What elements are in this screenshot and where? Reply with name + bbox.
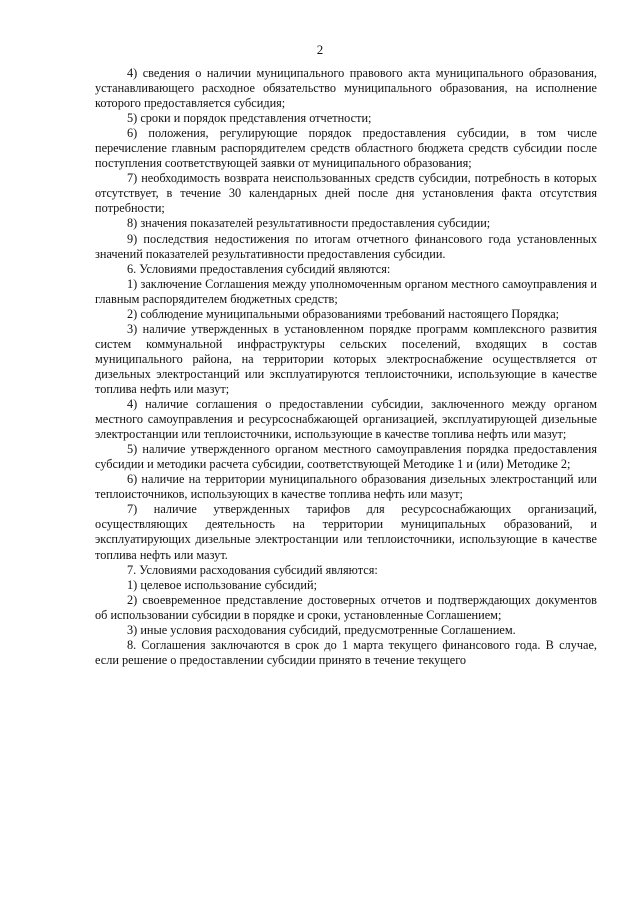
paragraph: 2) своевременное представление достоверных отчетов и подтверждающих документов об использовании субсидии в порядке и сроки, установленные Соглашением;: [95, 592, 597, 622]
paragraph: 3) иные условия расходования субсидий, предусмотренные Соглашением.: [127, 622, 516, 637]
paragraph: 5) наличие утвержденного органом местного самоуправления порядка предоставления субсидии и методики расчета субсидии, соответствующей Методике 1 и (или) Методике 2;: [95, 442, 597, 472]
paragraph: 8) значения показателей результативности предоставления субсидии;: [127, 216, 491, 231]
paragraph: 1) целевое использование субсидий;: [127, 577, 317, 592]
page-number: 2: [316, 42, 324, 57]
paragraph: 8. Соглашения заключаются в срок до 1 марта текущего финансового года. В случае, если решение о предоставлении субсидии принято в течение текущего: [95, 637, 597, 667]
paragraph: 7. Условиями расходования субсидий являются:: [127, 562, 378, 577]
paragraph: 5) сроки и порядок представления отчетности;: [127, 111, 372, 126]
paragraph: 6) положения, регулирующие порядок предоставления субсидии, в том числе перечисление главным распорядителем средств областного бюджета средств субсидии после поступления соответствующей заявки от муниципального образования;: [95, 126, 597, 171]
paragraph: 4) наличие соглашения о предоставлении субсидии, заключенного между органом местного самоуправления и ресурсоснабжающей организацией, эксплуатирующей дизельные электростанции или теплоисточники, использующие в качестве топлива нефть или мазут;: [95, 397, 597, 442]
paragraph: 9) последствия недостижения по итогам отчетного финансового года установленных значений показателей результативности предоставления субсидии.: [95, 231, 597, 261]
paragraph: 1) заключение Соглашения между уполномоченным органом местного самоуправления и главным распорядителем бюджетных средств;: [95, 276, 597, 306]
paragraph: 6) наличие на территории муниципального образования дизельных электростанций или теплоисточников, использующих в качестве топлива нефть или мазут;: [95, 472, 597, 502]
paragraph: 4) сведения о наличии муниципального правового акта муниципального образования, устанавливающего расходное обязательство муниципального образования, на исполнение которого предоставляется субсидия;: [95, 66, 597, 111]
paragraph: 7) необходимость возврата неиспользованных средств субсидии, потребность в которых отсутствует, в течение 30 календарных дней после дня установления факта отсутствия потребности;: [95, 171, 597, 216]
document-body: [95, 66, 597, 668]
paragraph: 2) соблюдение муниципальными образованиями требований настоящего Порядка;: [127, 306, 560, 321]
paragraph: 6. Условиями предоставления субсидий являются:: [127, 261, 391, 276]
paragraph: 7) наличие утвержденных тарифов для ресурсоснабжающих организаций, осуществляющих деятельность на территории муниципальных образований, и эксплуатирующих дизельные электростанции или теплоисточники, использующие в качестве топлива нефть или мазут.: [95, 502, 597, 562]
paragraph: 3) наличие утвержденных в установленном порядке программ комплексного развития систем коммунальной инфраструктуры сельских поселений, входящих в состав муниципального района, на территории которых электроснабжение осуществляется от дизельных электростанций или эксплуатируются теплоисточники, использующие в качестве топлива нефть или мазут;: [95, 321, 597, 396]
